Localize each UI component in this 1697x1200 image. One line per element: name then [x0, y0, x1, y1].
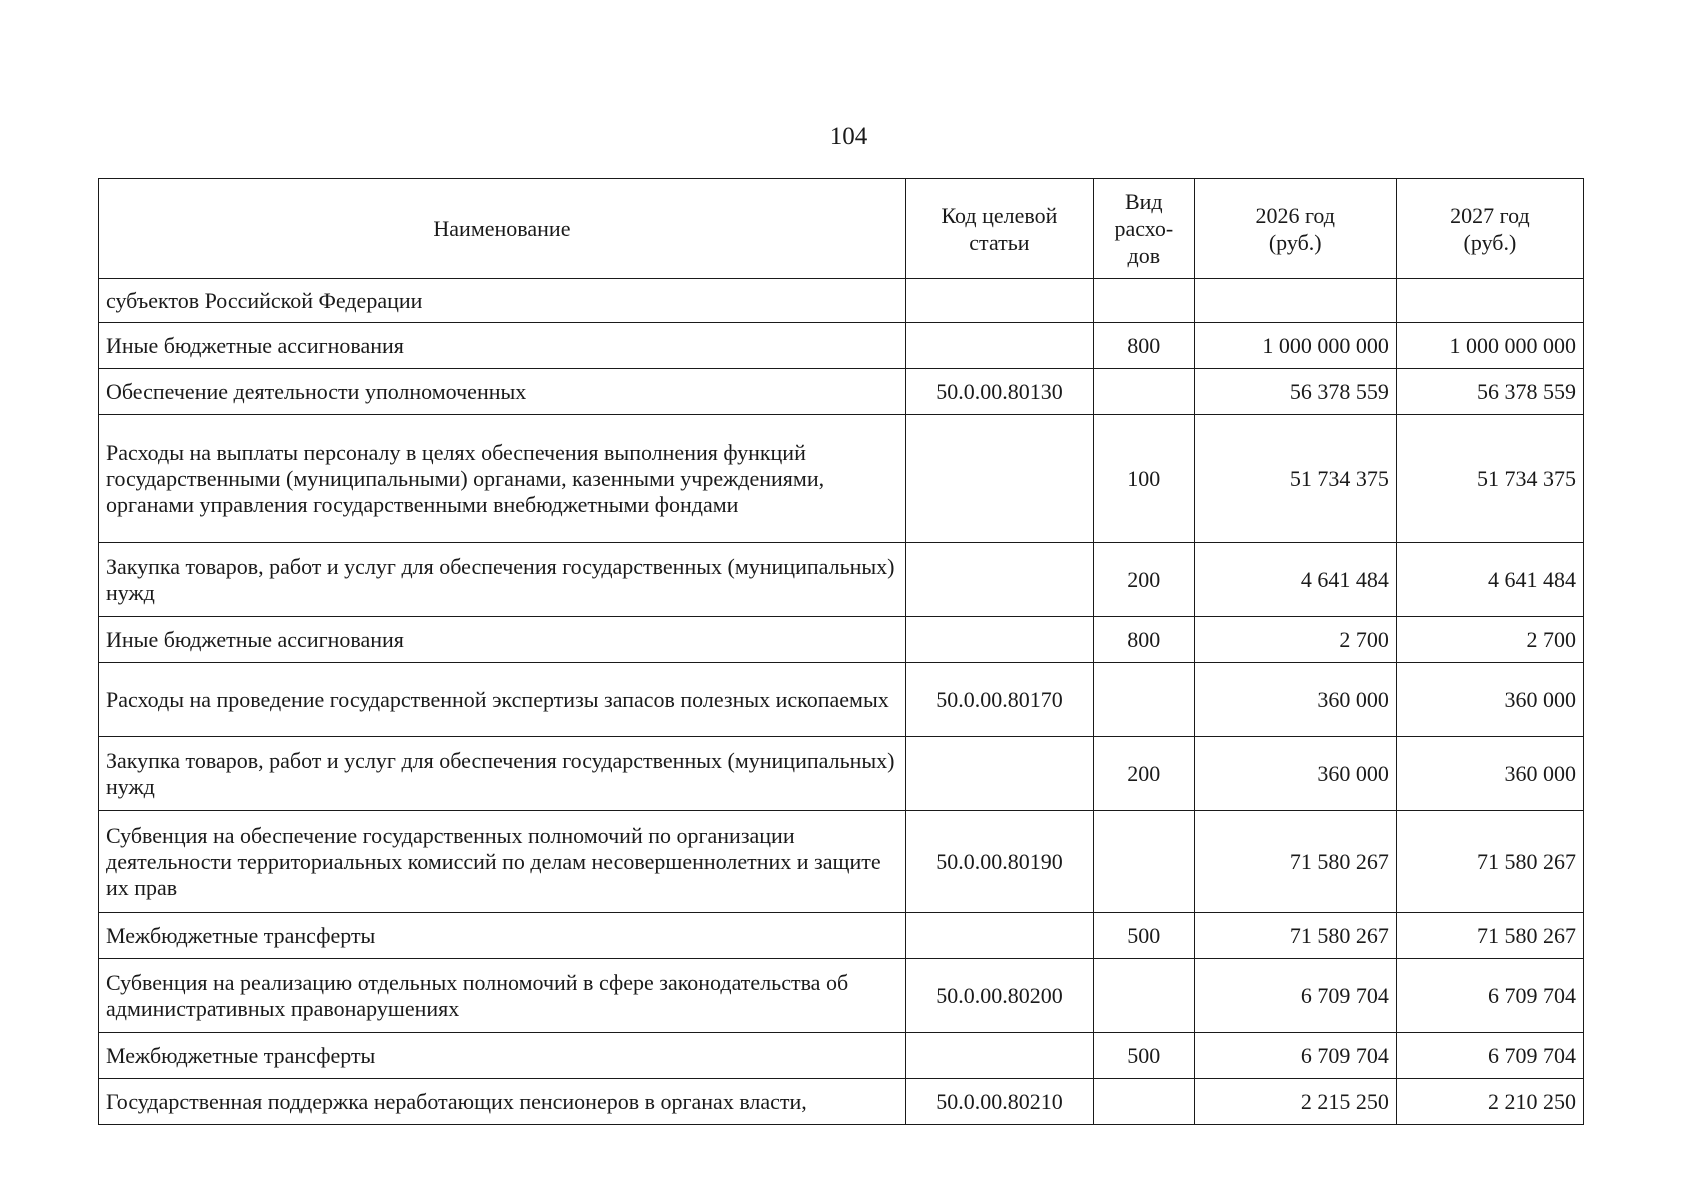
table-row — [99, 323, 1584, 369]
cell-code — [905, 415, 1093, 543]
cell-kind: 800 — [1094, 323, 1195, 369]
cell-2027 — [1396, 279, 1583, 323]
cell-2026: 71 580 267 — [1194, 913, 1396, 959]
cell-kind: 200 — [1094, 737, 1195, 811]
cell-2026: 6 709 704 — [1194, 1033, 1396, 1079]
cell-kind — [1094, 279, 1195, 323]
cell-kind — [1094, 663, 1195, 737]
table-row — [99, 279, 1584, 323]
cell-name: субъектов Российской Федерации — [99, 279, 906, 323]
cell-2027: 71 580 267 — [1396, 913, 1583, 959]
header-2026-line1: 2026 год — [1255, 202, 1335, 228]
cell-2027: 6 709 704 — [1396, 959, 1583, 1033]
cell-2026: 71 580 267 — [1194, 811, 1396, 913]
cell-name: Межбюджетные трансферты — [99, 1033, 906, 1079]
cell-kind: 500 — [1094, 1033, 1195, 1079]
cell-2026: 6 709 704 — [1194, 959, 1396, 1033]
cell-name: Иные бюджетные ассигнования — [99, 617, 906, 663]
table-row — [99, 913, 1584, 959]
cell-kind — [1094, 959, 1195, 1033]
table-row — [99, 617, 1584, 663]
table-row — [99, 1079, 1584, 1125]
cell-2026: 2 700 — [1194, 617, 1396, 663]
header-2027-line2: (руб.) — [1463, 229, 1517, 255]
cell-code: 50.0.00.80210 — [905, 1079, 1093, 1125]
cell-code: 50.0.00.80130 — [905, 369, 1093, 415]
cell-kind — [1094, 811, 1195, 913]
table-row — [99, 415, 1584, 543]
table-row — [99, 737, 1584, 811]
cell-2027: 1 000 000 000 — [1396, 323, 1583, 369]
cell-2027: 360 000 — [1396, 737, 1583, 811]
cell-2026: 56 378 559 — [1194, 369, 1396, 415]
table-row — [99, 663, 1584, 737]
cell-kind: 500 — [1094, 913, 1195, 959]
header-2027-line1: 2027 год — [1450, 202, 1530, 228]
cell-code: 50.0.00.80170 — [905, 663, 1093, 737]
header-2027 — [1396, 179, 1583, 279]
cell-2026: 4 641 484 — [1194, 543, 1396, 617]
cell-2026: 1 000 000 000 — [1194, 323, 1396, 369]
cell-2027: 51 734 375 — [1396, 415, 1583, 543]
cell-name: Субвенция на обеспечение государственных полномочий по организации деятельности территориальных комиссий по делам несовершеннолетних и защите их прав — [99, 811, 906, 913]
table-row — [99, 811, 1584, 913]
cell-name: Обеспечение деятельности уполномоченных — [99, 369, 906, 415]
page-number: 104 — [829, 123, 868, 150]
cell-2027: 2 700 — [1396, 617, 1583, 663]
header-2026-line2: (руб.) — [1268, 229, 1322, 255]
cell-name: Иные бюджетные ассигнования — [99, 323, 906, 369]
table-row — [99, 543, 1584, 617]
cell-code: 50.0.00.80200 — [905, 959, 1093, 1033]
cell-2027: 56 378 559 — [1396, 369, 1583, 415]
table-row — [99, 369, 1584, 415]
cell-2027: 6 709 704 — [1396, 1033, 1583, 1079]
cell-name: Закупка товаров, работ и услуг для обеспечения государственных (муниципальных) нужд — [99, 737, 906, 811]
cell-name: Межбюджетные трансферты — [99, 913, 906, 959]
cell-2027: 71 580 267 — [1396, 811, 1583, 913]
cell-code — [905, 543, 1093, 617]
header-code-line1: Код целевой — [941, 202, 1058, 228]
header-kind-line2: расхо- — [1114, 216, 1174, 241]
table-row — [99, 1033, 1584, 1079]
header-kind — [1094, 179, 1195, 279]
cell-2026: 360 000 — [1194, 737, 1396, 811]
header-code — [905, 179, 1093, 279]
header-code-line2: статьи — [969, 229, 1030, 255]
cell-name: Расходы на выплаты персоналу в целях обеспечения выполнения функций государственными (муниципальными) органами, казенными учреждениями, органами управления государственными внебюджетными фондами — [99, 415, 906, 543]
cell-code — [905, 737, 1093, 811]
header-name-label: Наименование — [433, 216, 571, 241]
header-kind-line1: Вид — [1124, 189, 1163, 214]
header-2026 — [1194, 179, 1396, 279]
cell-name: Закупка товаров, работ и услуг для обеспечения государственных (муниципальных) нужд — [99, 543, 906, 617]
cell-code — [905, 323, 1093, 369]
cell-name: Государственная поддержка неработающих пенсионеров в органах власти, — [99, 1079, 906, 1125]
cell-2026: 360 000 — [1194, 663, 1396, 737]
cell-2026 — [1194, 279, 1396, 323]
cell-2027: 360 000 — [1396, 663, 1583, 737]
cell-2026: 51 734 375 — [1194, 415, 1396, 543]
cell-2027: 4 641 484 — [1396, 543, 1583, 617]
cell-kind: 100 — [1094, 415, 1195, 543]
cell-code — [905, 913, 1093, 959]
cell-code — [905, 617, 1093, 663]
cell-kind: 200 — [1094, 543, 1195, 617]
table-row — [99, 959, 1584, 1033]
cell-kind: 800 — [1094, 617, 1195, 663]
cell-name: Субвенция на реализацию отдельных полномочий в сфере законодательства об административных правонарушениях — [99, 959, 906, 1033]
cell-2026: 2 215 250 — [1194, 1079, 1396, 1125]
cell-kind — [1094, 369, 1195, 415]
header-kind-line3: дов — [1127, 243, 1161, 268]
budget-table — [98, 178, 1584, 1125]
cell-name: Расходы на проведение государственной экспертизы запасов полезных ископаемых — [99, 663, 906, 737]
cell-code — [905, 279, 1093, 323]
header-row — [99, 179, 1584, 279]
cell-code: 50.0.00.80190 — [905, 811, 1093, 913]
cell-kind — [1094, 1079, 1195, 1125]
header-name — [99, 179, 906, 279]
cell-2027: 2 210 250 — [1396, 1079, 1583, 1125]
cell-code — [905, 1033, 1093, 1079]
